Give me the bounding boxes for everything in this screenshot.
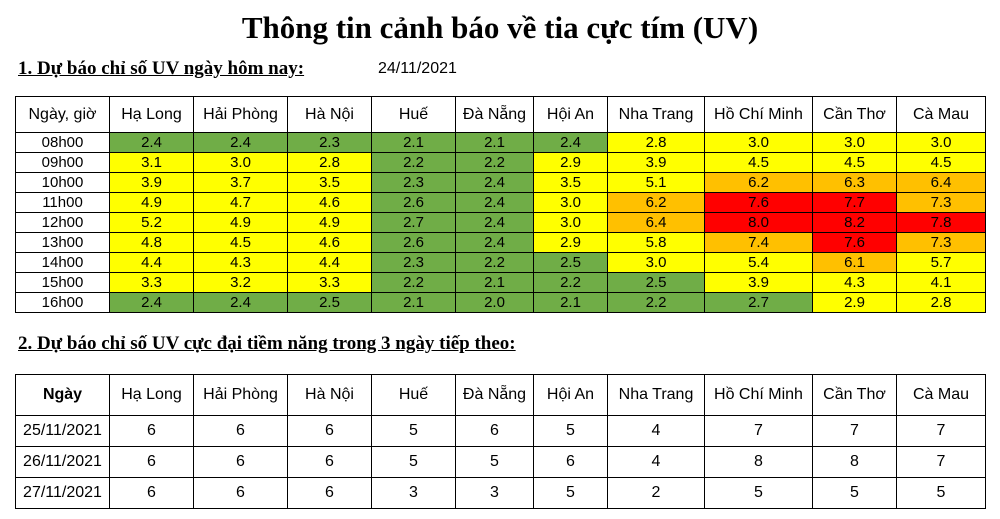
uv-value-cell: 6.4 — [897, 173, 986, 193]
page-title: Thông tin cảnh báo về tia cực tím (UV) — [241, 10, 759, 45]
uv-value-cell: 2.1 — [372, 293, 456, 313]
uv-value-cell: 5.8 — [608, 233, 705, 253]
table-row — [16, 193, 986, 213]
uv-max-cell: 7 — [897, 416, 986, 447]
uv-max-cell: 6 — [534, 447, 608, 478]
header-city: Hội An — [534, 375, 608, 416]
uv-value-cell: 2.7 — [705, 293, 813, 313]
uv-value-cell: 2.4 — [110, 293, 194, 313]
table-row — [16, 447, 986, 478]
uv-value-cell: 6.1 — [813, 253, 897, 273]
uv-value-cell: 4.9 — [288, 213, 372, 233]
uv-forecast-table — [15, 374, 986, 509]
header-date: Ngày — [16, 375, 110, 416]
uv-value-cell: 7.8 — [897, 213, 986, 233]
uv-value-cell: 2.0 — [456, 293, 534, 313]
header-city: Huế — [372, 97, 456, 133]
uv-value-cell: 2.5 — [534, 253, 608, 273]
uv-value-cell: 2.4 — [456, 193, 534, 213]
header-city: Hà Nội — [288, 375, 372, 416]
table-header-row — [16, 375, 986, 416]
uv-value-cell: 6.3 — [813, 173, 897, 193]
uv-value-cell: 2.8 — [897, 293, 986, 313]
row-time: 12h00 — [16, 213, 110, 233]
row-time: 11h00 — [16, 193, 110, 213]
header-city: Hội An — [534, 97, 608, 133]
uv-value-cell: 4.4 — [288, 253, 372, 273]
uv-max-cell: 4 — [608, 447, 705, 478]
uv-value-cell: 2.6 — [372, 233, 456, 253]
uv-max-cell: 5 — [372, 416, 456, 447]
uv-max-cell: 6 — [456, 416, 534, 447]
uv-value-cell: 3.3 — [110, 273, 194, 293]
uv-max-cell: 7 — [897, 447, 986, 478]
uv-value-cell: 2.2 — [456, 153, 534, 173]
uv-value-cell: 2.3 — [372, 173, 456, 193]
uv-value-cell: 2.8 — [608, 133, 705, 153]
uv-value-cell: 3.0 — [608, 253, 705, 273]
table-header-row — [16, 97, 986, 133]
uv-max-cell: 5 — [897, 478, 986, 509]
uv-value-cell: 2.8 — [288, 153, 372, 173]
uv-value-cell: 3.9 — [608, 153, 705, 173]
uv-value-cell: 7.3 — [897, 193, 986, 213]
uv-value-cell: 2.3 — [288, 133, 372, 153]
uv-max-cell: 5 — [534, 416, 608, 447]
header-city: Nha Trang — [608, 375, 705, 416]
uv-max-cell: 6 — [194, 447, 288, 478]
uv-value-cell: 3.0 — [813, 133, 897, 153]
uv-value-cell: 5.7 — [897, 253, 986, 273]
uv-max-cell: 8 — [813, 447, 897, 478]
uv-value-cell: 4.5 — [194, 233, 288, 253]
uv-value-cell: 7.6 — [705, 193, 813, 213]
uv-value-cell: 2.2 — [372, 273, 456, 293]
uv-value-cell: 2.4 — [534, 133, 608, 153]
row-date: 25/11/2021 — [16, 416, 110, 447]
header-city: Hồ Chí Minh — [705, 375, 813, 416]
uv-value-cell: 4.6 — [288, 233, 372, 253]
uv-value-cell: 4.1 — [897, 273, 986, 293]
uv-value-cell: 5.2 — [110, 213, 194, 233]
uv-value-cell: 8.0 — [705, 213, 813, 233]
uv-max-cell: 3 — [372, 478, 456, 509]
uv-value-cell: 5.1 — [608, 173, 705, 193]
header-city: Cà Mau — [897, 375, 986, 416]
uv-value-cell: 3.3 — [288, 273, 372, 293]
uv-value-cell: 3.0 — [705, 133, 813, 153]
uv-value-cell: 4.5 — [705, 153, 813, 173]
header-city: Huế — [372, 375, 456, 416]
row-time: 10h00 — [16, 173, 110, 193]
uv-max-cell: 6 — [288, 416, 372, 447]
uv-value-cell: 2.2 — [372, 153, 456, 173]
uv-value-cell: 3.5 — [288, 173, 372, 193]
uv-max-cell: 6 — [110, 416, 194, 447]
table-row — [16, 133, 986, 153]
header-city: Hải Phòng — [194, 375, 288, 416]
uv-value-cell: 4.4 — [110, 253, 194, 273]
uv-value-cell: 6.2 — [608, 193, 705, 213]
uv-value-cell: 2.5 — [608, 273, 705, 293]
uv-value-cell: 4.5 — [813, 153, 897, 173]
table-row — [16, 273, 986, 293]
uv-value-cell: 2.9 — [813, 293, 897, 313]
uv-value-cell: 2.7 — [372, 213, 456, 233]
uv-value-cell: 3.0 — [194, 153, 288, 173]
uv-value-cell: 2.3 — [372, 253, 456, 273]
uv-max-cell: 5 — [372, 447, 456, 478]
table-row — [16, 293, 986, 313]
uv-max-cell: 4 — [608, 416, 705, 447]
header-city: Hồ Chí Minh — [705, 97, 813, 133]
table-row — [16, 173, 986, 193]
uv-value-cell: 6.2 — [705, 173, 813, 193]
row-date: 26/11/2021 — [16, 447, 110, 478]
header-city: Hải Phòng — [194, 97, 288, 133]
header-time: Ngày, giờ — [16, 97, 110, 133]
uv-value-cell: 4.9 — [194, 213, 288, 233]
uv-max-cell: 5 — [705, 478, 813, 509]
uv-max-cell: 6 — [288, 478, 372, 509]
table-row — [16, 253, 986, 273]
header-city: Hạ Long — [110, 97, 194, 133]
header-city: Đà Nẵng — [456, 375, 534, 416]
uv-value-cell: 3.7 — [194, 173, 288, 193]
row-time: 15h00 — [16, 273, 110, 293]
uv-value-cell: 2.5 — [288, 293, 372, 313]
row-time: 14h00 — [16, 253, 110, 273]
table-row — [16, 233, 986, 253]
uv-value-cell: 6.4 — [608, 213, 705, 233]
uv-value-cell: 3.9 — [110, 173, 194, 193]
uv-max-cell: 6 — [110, 478, 194, 509]
row-time: 13h00 — [16, 233, 110, 253]
uv-value-cell: 2.4 — [194, 293, 288, 313]
uv-max-cell: 3 — [456, 478, 534, 509]
uv-value-cell: 2.2 — [534, 273, 608, 293]
row-date: 27/11/2021 — [16, 478, 110, 509]
uv-value-cell: 2.4 — [456, 173, 534, 193]
uv-value-cell: 2.4 — [110, 133, 194, 153]
uv-value-cell: 2.2 — [456, 253, 534, 273]
uv-value-cell: 4.5 — [897, 153, 986, 173]
row-time: 09h00 — [16, 153, 110, 173]
uv-value-cell: 3.0 — [534, 193, 608, 213]
uv-max-cell: 6 — [110, 447, 194, 478]
uv-value-cell: 7.4 — [705, 233, 813, 253]
uv-max-cell: 6 — [288, 447, 372, 478]
uv-value-cell: 3.1 — [110, 153, 194, 173]
today-date: 24/11/2021 — [378, 60, 457, 77]
uv-max-cell: 2 — [608, 478, 705, 509]
uv-value-cell: 4.8 — [110, 233, 194, 253]
uv-value-cell: 3.9 — [705, 273, 813, 293]
row-time: 08h00 — [16, 133, 110, 153]
uv-value-cell: 2.1 — [456, 133, 534, 153]
header-city: Cần Thơ — [813, 375, 897, 416]
table-row — [16, 213, 986, 233]
uv-value-cell: 3.2 — [194, 273, 288, 293]
uv-value-cell: 4.3 — [194, 253, 288, 273]
uv-max-cell: 8 — [705, 447, 813, 478]
table-row — [16, 478, 986, 509]
uv-value-cell: 5.4 — [705, 253, 813, 273]
uv-value-cell: 2.9 — [534, 153, 608, 173]
table-row — [16, 153, 986, 173]
uv-value-cell: 2.1 — [534, 293, 608, 313]
uv-value-cell: 2.2 — [608, 293, 705, 313]
row-time: 16h00 — [16, 293, 110, 313]
header-city: Hà Nội — [288, 97, 372, 133]
uv-max-cell: 7 — [705, 416, 813, 447]
uv-max-cell: 5 — [456, 447, 534, 478]
uv-value-cell: 2.6 — [372, 193, 456, 213]
section1-heading: 1. Dự báo chỉ số UV ngày hôm nay: — [18, 58, 305, 79]
uv-value-cell: 4.9 — [110, 193, 194, 213]
uv-value-cell: 2.4 — [194, 133, 288, 153]
uv-value-cell: 7.7 — [813, 193, 897, 213]
section2-heading: 2. Dự báo chỉ số UV cực đại tiềm năng trong 3 ngày tiếp theo: — [18, 333, 516, 354]
uv-today-table — [15, 96, 986, 313]
uv-value-cell: 3.0 — [897, 133, 986, 153]
uv-value-cell: 7.3 — [897, 233, 986, 253]
uv-max-cell: 6 — [194, 478, 288, 509]
uv-value-cell: 4.3 — [813, 273, 897, 293]
uv-value-cell: 8.2 — [813, 213, 897, 233]
uv-value-cell: 2.1 — [456, 273, 534, 293]
uv-value-cell: 2.1 — [372, 133, 456, 153]
uv-max-cell: 5 — [534, 478, 608, 509]
uv-value-cell: 3.0 — [534, 213, 608, 233]
uv-value-cell: 4.7 — [194, 193, 288, 213]
header-city: Đà Nẵng — [456, 97, 534, 133]
uv-value-cell: 2.4 — [456, 213, 534, 233]
uv-max-cell: 5 — [813, 478, 897, 509]
header-city: Hạ Long — [110, 375, 194, 416]
uv-value-cell: 7.6 — [813, 233, 897, 253]
header-city: Nha Trang — [608, 97, 705, 133]
uv-value-cell: 3.5 — [534, 173, 608, 193]
uv-max-cell: 7 — [813, 416, 897, 447]
table-row — [16, 416, 986, 447]
uv-value-cell: 4.6 — [288, 193, 372, 213]
header-city: Cần Thơ — [813, 97, 897, 133]
header-city: Cà Mau — [897, 97, 986, 133]
uv-value-cell: 2.4 — [456, 233, 534, 253]
uv-max-cell: 6 — [194, 416, 288, 447]
uv-value-cell: 2.9 — [534, 233, 608, 253]
